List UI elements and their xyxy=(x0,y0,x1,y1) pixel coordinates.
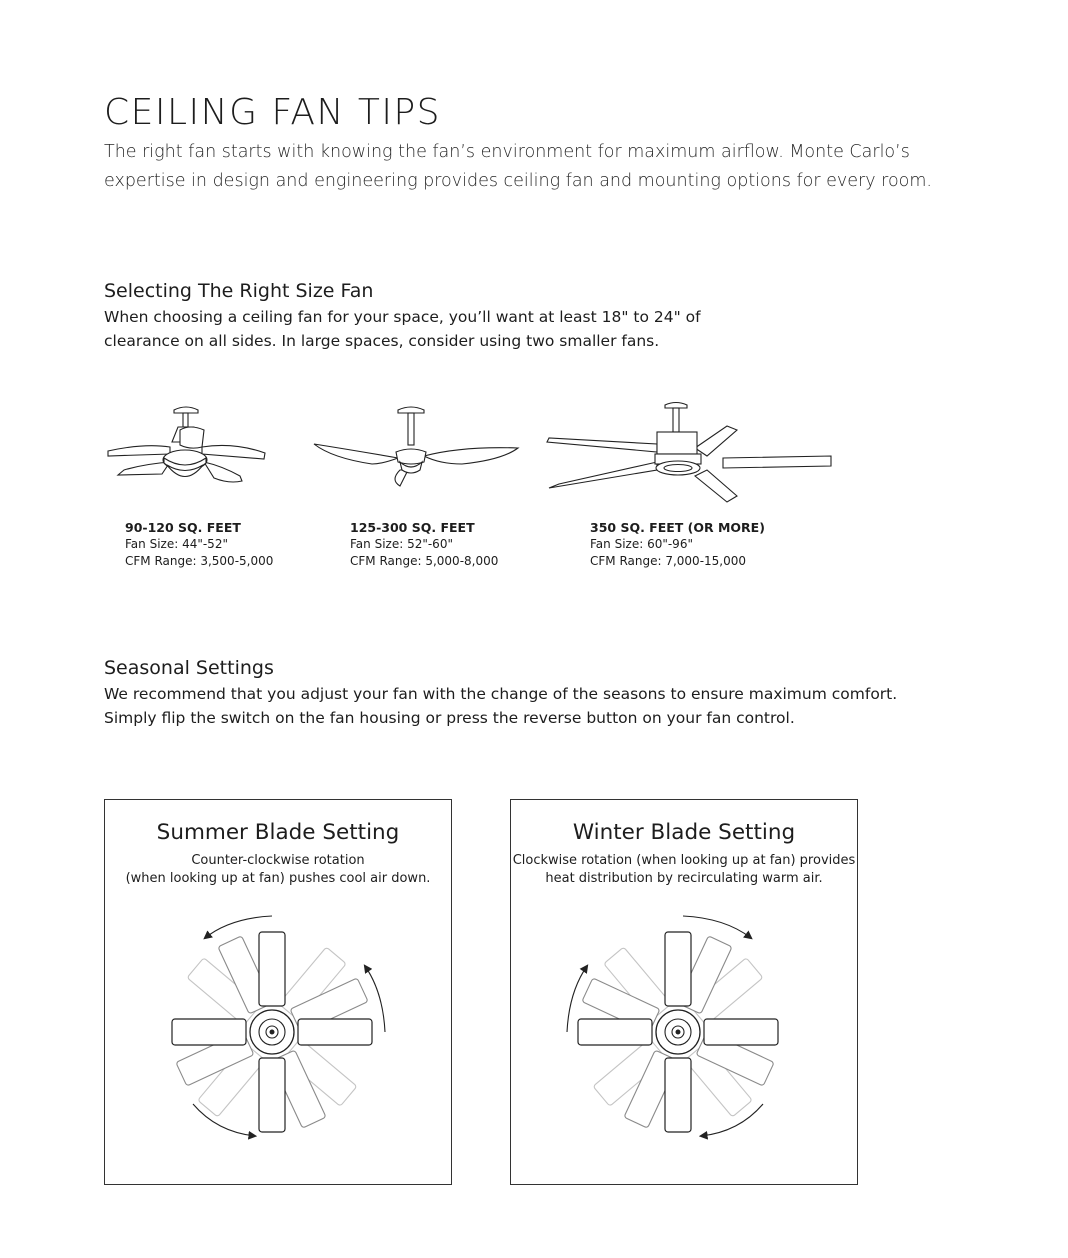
winter-desc-line-2: heat distribution by recirculating warm air. xyxy=(545,870,823,886)
ceiling-fan-light-kit-icon xyxy=(104,400,270,490)
seasonal-section-heading: Seasonal Settings xyxy=(104,657,274,679)
fan-spec-cfm: CFM Range: 3,500-5,000 xyxy=(125,554,274,568)
clockwise-fan-icon xyxy=(511,890,857,1160)
summer-card-title: Summer Blade Setting xyxy=(156,820,400,845)
fan-spec-size: Fan Size: 44"-52" xyxy=(125,537,228,551)
summer-blade-card xyxy=(104,799,452,1185)
counter-clockwise-fan-icon xyxy=(105,890,451,1160)
winter-card-description xyxy=(511,852,857,887)
ceiling-fan-five-blade-icon xyxy=(545,398,835,506)
winter-blade-card xyxy=(510,799,858,1185)
fan-spec-cfm: CFM Range: 7,000-15,000 xyxy=(590,554,747,568)
fan-spec-small xyxy=(125,519,273,570)
size-section-heading: Selecting The Right Size Fan xyxy=(104,280,374,302)
seasonal-section-body: We recommend that you adjust your fan with the change of the seasons to ensure maximum comfort. Simply flip the switch on the fan housing or press the reverse button on your fan control. xyxy=(104,685,898,727)
intro-paragraph: The right fan starts with knowing the fan’s environment for maximum airflow. Monte Carlo’s expertise in design and engineering provides ceiling fan and mounting options for every room. xyxy=(104,142,932,191)
fan-spec-large xyxy=(590,519,765,570)
summer-desc-line-2: (when looking up at fan) pushes cool air down. xyxy=(125,870,431,886)
fan-spec-size: Fan Size: 60"-96" xyxy=(590,537,693,551)
fan-spec-range: 350 SQ. FEET (OR MORE) xyxy=(590,520,765,535)
summer-card-description xyxy=(105,852,451,887)
page-title: CEILING FAN TIPS xyxy=(104,92,442,133)
fan-spec-medium xyxy=(350,519,498,570)
size-section-body: When choosing a ceiling fan for your space, you’ll want at least 18" to 24" of clearance on all sides. In large spaces, consider using two smaller fans. xyxy=(104,308,701,350)
winter-desc-line-1: Clockwise rotation (when looking up at fan) provides xyxy=(512,853,856,868)
fan-spec-range: 90-120 SQ. FEET xyxy=(125,520,241,535)
winter-card-title: Winter Blade Setting xyxy=(572,820,796,845)
ceiling-fan-propeller-icon xyxy=(312,400,522,490)
fan-spec-size: Fan Size: 52"-60" xyxy=(350,537,453,551)
fan-spec-cfm: CFM Range: 5,000-8,000 xyxy=(350,554,499,568)
fan-spec-range: 125-300 SQ. FEET xyxy=(350,520,475,535)
summer-desc-line-1: Counter-clockwise rotation xyxy=(191,853,365,868)
